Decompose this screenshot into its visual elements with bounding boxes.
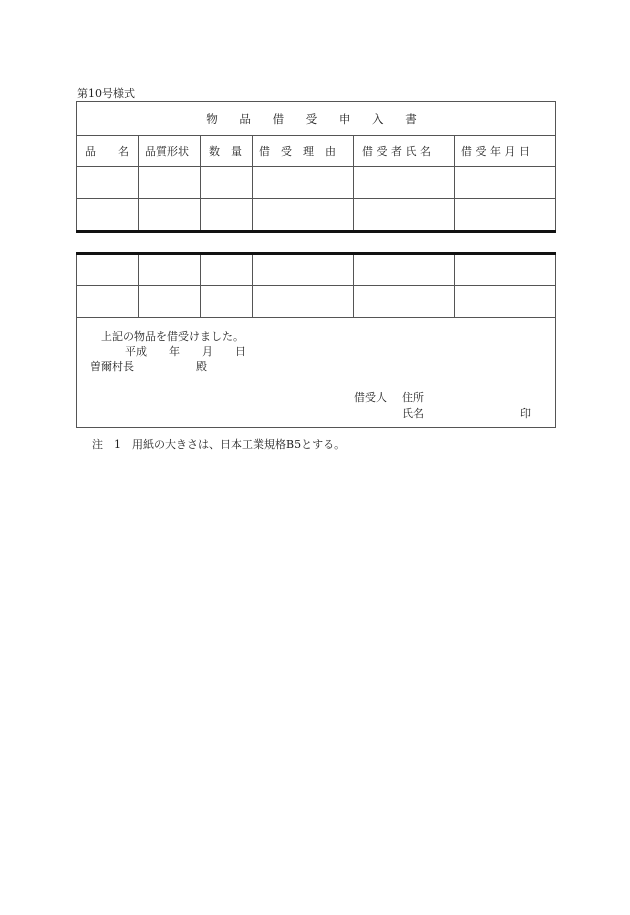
name-label[interactable]: 氏名 [402,407,424,420]
table-cell[interactable] [455,286,555,318]
statement-area [77,318,555,427]
table-cell[interactable] [253,255,354,286]
table-cell[interactable] [201,199,253,231]
footnote: 注 1 用紙の大きさは、日本工業規格B5とする。 [92,438,346,451]
statement-text: 上記の物品を借受けました。 [101,330,244,343]
table-cell[interactable] [354,286,455,318]
date-line: 平成 年 月 日 [125,345,246,358]
column-header-reason: 借 受 理 由 [253,136,354,167]
table-cell[interactable] [77,255,139,286]
table-cell[interactable] [77,286,139,318]
table-cell[interactable] [354,167,455,199]
table-cell[interactable] [201,286,253,318]
column-header-quantity: 数 量 [201,136,253,167]
column-header-quality: 品質形状 [139,136,201,167]
table-cell[interactable] [354,255,455,286]
form-table-top [76,101,556,232]
table-cell[interactable] [77,199,139,231]
table-cell[interactable] [201,255,253,286]
addressee: 曽爾村長 [90,360,134,373]
honorific: 殿 [196,360,207,373]
table-cell[interactable] [139,286,201,318]
table-cell[interactable] [201,167,253,199]
column-header-item-name: 品 名 [77,136,139,167]
table-grid-bottom [77,255,555,318]
address-label[interactable]: 住所 [402,391,424,404]
table-cell[interactable] [77,167,139,199]
table-grid-top [77,136,555,231]
column-header-borrow-date: 借 受 年 月 日 [455,136,555,167]
table-cell[interactable] [139,255,201,286]
form-title: 物 品 借 受 申 入 書 [77,102,555,136]
column-header-borrower-name: 借 受 者 氏 名 [354,136,455,167]
table-cell[interactable] [354,199,455,231]
borrower-label: 借受人 [354,391,387,404]
table-cell[interactable] [455,199,555,231]
break-line-upper [76,230,556,233]
table-cell[interactable] [455,255,555,286]
table-cell[interactable] [139,199,201,231]
form-number: 第10号様式 [77,87,135,100]
form-table-bottom [76,255,556,428]
table-cell[interactable] [253,167,354,199]
table-cell[interactable] [139,167,201,199]
table-cell[interactable] [253,199,354,231]
seal-label: 印 [520,407,531,420]
table-cell[interactable] [253,286,354,318]
table-cell[interactable] [455,167,555,199]
